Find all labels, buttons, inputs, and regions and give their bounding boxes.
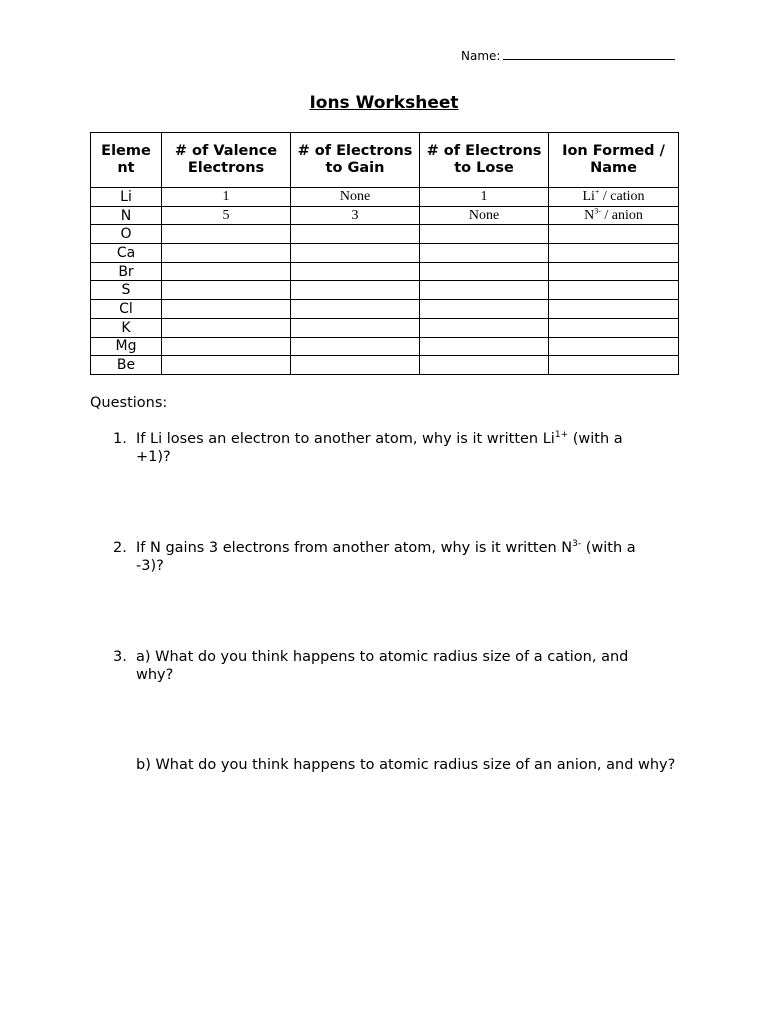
charge-superscript: 3- xyxy=(572,539,582,550)
page-title: Ions Worksheet xyxy=(309,93,459,113)
question-number: 1. xyxy=(113,431,127,447)
element-cell: Ca xyxy=(91,244,162,263)
name-field[interactable] xyxy=(461,47,675,63)
question-3b: b) What do you think happens to atomic radius size of an anion, and why? xyxy=(136,757,676,773)
table-header-row xyxy=(91,133,679,188)
ion-formed-cell xyxy=(549,356,679,375)
gain-cell: None xyxy=(291,188,420,207)
element-cell: Mg xyxy=(91,337,162,356)
name-label: Name: xyxy=(461,49,501,63)
lose-cell xyxy=(420,318,549,337)
lose-cell xyxy=(420,262,549,281)
questions-heading: Questions: xyxy=(90,395,168,411)
element-cell: O xyxy=(91,225,162,244)
lose-cell xyxy=(420,356,549,375)
gain-cell xyxy=(291,337,420,356)
question-text: If Li loses an electron to another atom, why is it written $Li^{1+}$ (with a +1)? xyxy=(136,430,623,465)
ion-formed-cell xyxy=(549,337,679,356)
lose-cell xyxy=(420,244,549,263)
ion-formed-cell xyxy=(549,262,679,281)
valence-cell xyxy=(162,244,291,263)
table-row xyxy=(91,188,679,207)
question-number: 2. xyxy=(113,540,127,556)
ion-name: / cation xyxy=(599,188,645,204)
lose-cell: None xyxy=(420,206,549,225)
lose-cell: 1 xyxy=(420,188,549,207)
table-row xyxy=(91,244,679,263)
ion-formed-cell xyxy=(549,188,679,207)
header-element: Eleme nt xyxy=(91,133,162,188)
ion-name: / anion xyxy=(600,207,643,223)
ion-formed-cell xyxy=(549,225,679,244)
ion-symbol: Li xyxy=(582,188,595,204)
ion-formed-cell xyxy=(549,318,679,337)
table-row xyxy=(91,318,679,337)
ions-table xyxy=(90,132,679,375)
valence-cell xyxy=(162,318,291,337)
header-ion-formed: Ion Formed / Name xyxy=(549,133,679,188)
charge-superscript: 1+ xyxy=(554,430,569,441)
valence-cell: 5 xyxy=(162,206,291,225)
gain-cell xyxy=(291,281,420,300)
valence-cell xyxy=(162,337,291,356)
gain-cell xyxy=(291,225,420,244)
gain-cell xyxy=(291,318,420,337)
element-cell: Cl xyxy=(91,300,162,319)
ion-formed-cell xyxy=(549,300,679,319)
header-lose: # of Electrons to Lose xyxy=(420,133,549,188)
table-row xyxy=(91,356,679,375)
table-row xyxy=(91,337,679,356)
header-valence: # of Valence Electrons xyxy=(162,133,291,188)
element-cell: Li xyxy=(91,188,162,207)
ion-formed-cell xyxy=(549,244,679,263)
ion-symbol: N xyxy=(584,207,595,223)
ion-formed-cell xyxy=(549,206,679,225)
question-text: a) What do you think happens to atomic radius size of a cation, and why? xyxy=(136,649,629,683)
element-cell: S xyxy=(91,281,162,300)
table-row xyxy=(91,281,679,300)
lose-cell xyxy=(420,300,549,319)
gain-cell xyxy=(291,244,420,263)
table-row xyxy=(91,300,679,319)
valence-cell: 1 xyxy=(162,188,291,207)
table-row xyxy=(91,262,679,281)
valence-cell xyxy=(162,262,291,281)
ion-formed-cell xyxy=(549,281,679,300)
lose-cell xyxy=(420,337,549,356)
gain-cell: 3 xyxy=(291,206,420,225)
question-number: 3. xyxy=(113,649,127,665)
ion-charge: + xyxy=(594,187,600,197)
valence-cell xyxy=(162,356,291,375)
gain-cell xyxy=(291,262,420,281)
question-text: If N gains 3 electrons from another atom, why is it written $N^{3-}$ (with a -3)? xyxy=(136,539,636,574)
valence-cell xyxy=(162,300,291,319)
ion-charge: 3- xyxy=(594,205,601,215)
gain-cell xyxy=(291,300,420,319)
gain-cell xyxy=(291,356,420,375)
element-cell: K xyxy=(91,318,162,337)
table-row xyxy=(91,225,679,244)
valence-cell xyxy=(162,281,291,300)
lose-cell xyxy=(420,225,549,244)
table-row xyxy=(91,206,679,225)
element-cell: N xyxy=(91,206,162,225)
name-blank-line[interactable] xyxy=(503,47,675,60)
header-gain: # of Electrons to Gain xyxy=(291,133,420,188)
lose-cell xyxy=(420,281,549,300)
element-cell: Br xyxy=(91,262,162,281)
valence-cell xyxy=(162,225,291,244)
element-cell: Be xyxy=(91,356,162,375)
